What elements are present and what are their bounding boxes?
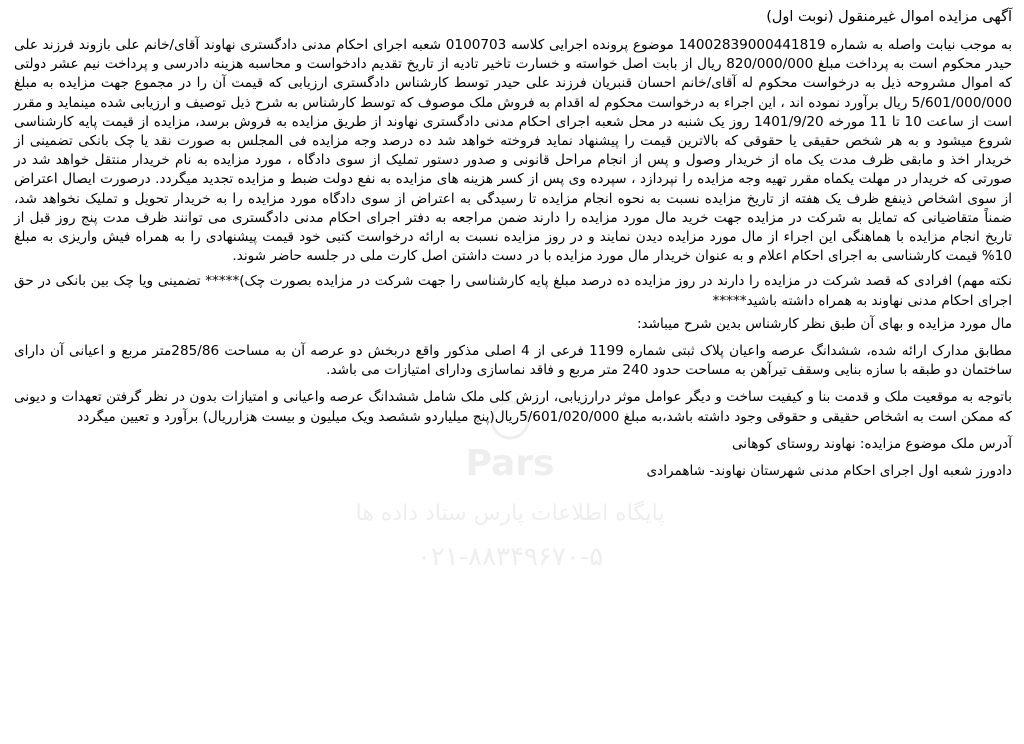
watermark-line2: ۰۲۱-۸۸۳۴۹۶۷۰-۵ xyxy=(416,542,604,572)
property-description: مطابق مدارک ارائه شده، ششدانگ عرصه واعیان پلاک ثبتی شماره 1199 فرعی از 4 اصلی مذکور واقع دربخش دو عرصه آن به مساحت 285/86متر مربع و اعیانی آن دارای ساختمان دو طبقه با سازه بنایی وسقف تیرآهن به مساحت حدود 240 متر مربع و فاقد نماسازی ودارای امتیازات می باشد. xyxy=(14,343,1012,379)
watermark-line1: پایگاه اطلاعات پارس ستاد داده ها xyxy=(355,501,665,526)
main-paragraph: به موجب نیابت واصله به شماره 14002839000441819 موضوع پرونده اجرایی کلاسه 0100703 شعبه اجرای احکام مدنی دادگستری نهاوند آقای/خانم علی بازوند فرزند علی حیدر محکوم است به پرداخت مبلغ 820/000/000 ریال از بابت اصل خواسته و خسارت تاخیر تادیه از تاریخ تقدیم دادخواست و محاسبه هزینه دادرسی و پرداخت نیم عشر دولتی که اموال مشروحه ذیل به درخواست محکوم له آقای/خانم احسان قنبریان فرزند علی حیدر توسط کارشناس دادگستری ارزیابی که قیمت آن را در مجموع جهت مزایده به مبلغ 5/601/000/000 ریال برآورد نموده اند ، این اجراء به درخواست محکوم له اقدام به فروش ملک موصوف که توسط کارشناس به شرح ذیل توصیف و ارزیابی شده مینماید و مقرر است از ساعت 10 تا 11 مورخه 1401/9/20 روز یک شنبه در محل شعبه اجرای احکام مدنی دادگستری نهاوند از طریق مزایده به فروش برسد، مزایده از قیمت پایه کارشناسی شروع میشود و به هر شخص حقیقی یا حقوقی که بالاترین قیمت را پیشنهاد نماید فروخته خواهد شد ده درصد وجه مزایده فی المجلس به صورت نقد یا چک بانکی تضمینی از خریدار اخذ و مابقی ظرف مدت یک ماه از خریدار وصول و پس از انجام مراحل قانونی و صدور دستور تملیک از سوی دادگاه ، مورد مزایده به نام خریدار منتقل خواهد شد در صورتی که خریدار در مهلت یکماه مقرر تهیه وجه مزایده را نپردازد ، سپرده وی پس از کسر هزینه های مزایده به نفع دولت ضبط و مزایده تجدید میگردد. درصورت ایصال اعتراض از سوی اشخاص ذینفع ظرف یک هفته از تاریخ مزایده نسبت به نحوه انجام مزایده تا رسیدگی به اعتراض از سوی دادگاه مورد مزایده را به خریدار تحویل و تملیک نخواهد شد، ضمناً متقاضیانی که تمایل به شرکت در مزایده جهت خرید مال مورد مزایده را دارند ضمن مراجعه به دفتر اجرای احکام مدنی دادگستری می توانند ظرف مدت پنج روز قبل از تاریخ انجام مزایده با هماهنگی این اجراء از مال مورد مزایده دیدن نمایند و در روز مزایده نسبت به ارائه درخواست کتبی خود قیمت پیشنهادی را به همراه فیش واریزی به مبلغ 10% قیمت کارشناسی به اجرای احکام اعلام و به عنوان خریدار مال مورد مزایده با در دست داشتن اصل کارت ملی در جلسه حاضر شوند. xyxy=(14,37,1012,265)
important-note: نکته مهم) افرادی که قصد شرکت در مزایده را دارند در روز مزایده ده درصد مبلغ پایه کارشناسی را جهت شرکت در مزایده بصورت چک)***** تضمینی ویا چک بین بانکی در حق اجرای احکام مدنی نهاوند به همراه داشته باشید***** xyxy=(14,273,1012,309)
watermark-brand: Pars xyxy=(465,443,555,484)
property-intro: مال مورد مزایده و بهای آن طبق نظر کارشناس بدین شرح میباشد: xyxy=(636,315,1012,332)
property-address: آدرس ملک موضوع مزایده: نهاوند روستای کوهانی xyxy=(731,435,1012,452)
signature-line: دادورز شعبه اول اجرای احکام مدنی شهرستان نهاوند- شاهمرادی xyxy=(646,463,1012,480)
notice-title: آگهی مزایده اموال غیرمنقول (نوبت اول) xyxy=(766,9,1012,25)
valuation-paragraph: باتوجه به موقعیت ملک و قدمت بنا و کیفیت ساخت و دیگر عوامل موثر درارزیابی، ارزش کلی ملک شامل ششدانگ عرصه واعیانی و امتیازات بدون در نظر گرفتن تعهدات و دیونی که ممکن است به اشخاص حقیقی و حقوقی وجود داشته باشد،به مبلغ 5/601/020/000ریال(پنج میلیاردو ششصد ویک میلیون و بیست هزارریال) برآورد و تعیین میگردد xyxy=(14,389,1012,425)
